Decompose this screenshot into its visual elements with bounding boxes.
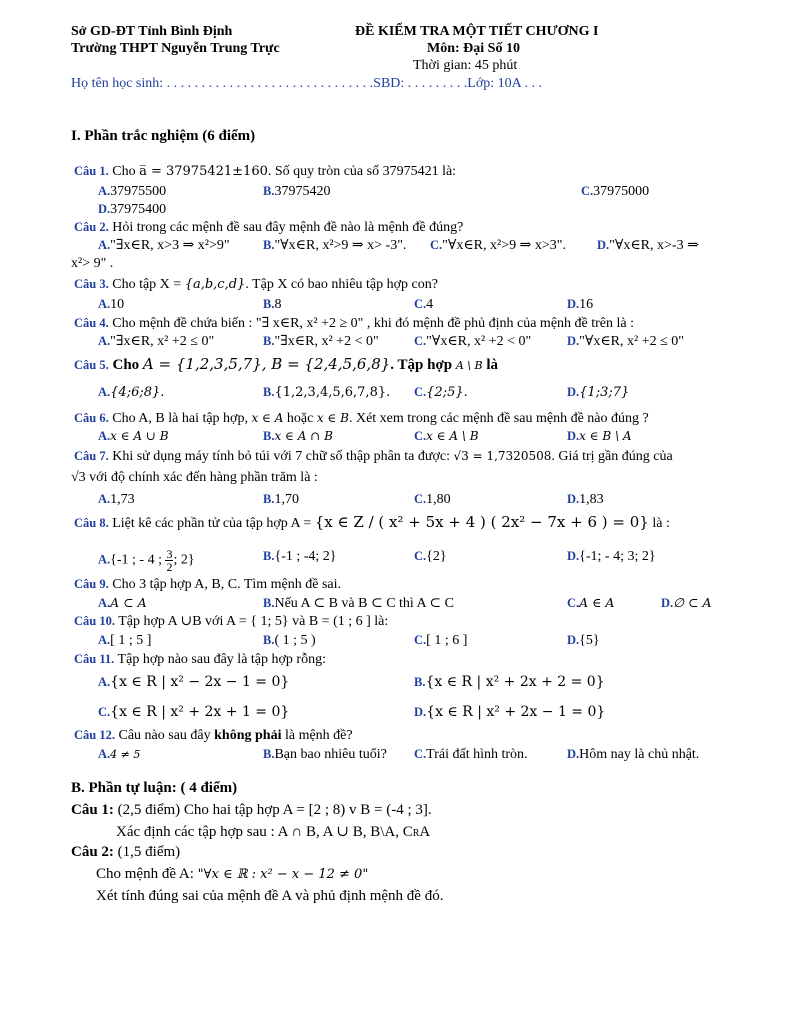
option-a[interactable]: A.10 bbox=[98, 297, 125, 312]
option-c[interactable]: C.{2;5}. bbox=[414, 385, 468, 400]
option-d[interactable]: D.16 bbox=[567, 297, 594, 312]
question-3: Câu 3. Cho tập X = {a,b,c,d}. Tập X có bao nhiêu tập hợp con? bbox=[74, 277, 438, 292]
option-c[interactable]: C.[ 1 ; 6 ] bbox=[414, 633, 468, 648]
formula: a̅ = 37975421±160 bbox=[139, 164, 268, 179]
option-d[interactable]: D.Hôm nay là chủ nhật. bbox=[567, 747, 700, 762]
question-10: Câu 10. Tập hợp A ∪B với A = { 1; 5} và B = (1 ; 6 ] là: bbox=[74, 614, 389, 629]
essay-question-1-task: Xác định các tập hợp sau : A ∩ B, A ∪ B, B\A, CRA bbox=[116, 824, 431, 840]
option-b[interactable]: B.( 1 ; 5 ) bbox=[263, 633, 316, 648]
option-a[interactable]: A."∃x∈R, x² +2 ≤ 0" bbox=[98, 334, 215, 349]
formula: A \ B bbox=[455, 359, 483, 372]
question-6: Câu 6. Cho A, B là hai tập hợp, x ∈ A hoặc x ∈ B. Xét xem trong các mệnh đề sau mệnh đề nào đúng ? bbox=[74, 411, 649, 426]
option-d[interactable]: D.∅ ⊂ A bbox=[661, 595, 712, 610]
question-label: Câu 11. bbox=[74, 652, 115, 666]
time-limit: Thời gian: 45 phút bbox=[413, 58, 518, 73]
formula: x ∈ A bbox=[251, 411, 284, 425]
question-label: Câu 5. bbox=[74, 358, 109, 372]
formula: x ∈ B bbox=[316, 411, 349, 425]
question-2: Câu 2. Hỏi trong các mệnh đề sau đây mệnh đề nào là mệnh đề đúng? bbox=[74, 220, 464, 235]
option-c[interactable]: C.{x ∈ R | x² + 2x + 1 = 0} bbox=[98, 704, 290, 720]
formula: {x ∈ Z / ( x² + 5x + 4 ) ( 2x² − 7x + 6 ) = 0} bbox=[314, 513, 649, 531]
option-c[interactable]: C.A ∈ A bbox=[567, 595, 615, 610]
subject: Môn: Đại Số 10 bbox=[427, 41, 520, 56]
fraction-denominator: 2 bbox=[166, 560, 173, 574]
exam-title: ĐỀ KIỂM TRA MỘT TIẾT CHƯƠNG I bbox=[355, 24, 599, 39]
option-d[interactable]: D.{1;3;7} bbox=[567, 385, 630, 400]
option-b[interactable]: B.x ∈ A ∩ B bbox=[263, 429, 333, 443]
fraction-numerator: 3 bbox=[166, 547, 173, 561]
option-a[interactable]: A.A ⊂ A bbox=[98, 595, 147, 610]
option-a[interactable]: A.{4;6;8}. bbox=[98, 385, 165, 400]
option-a[interactable]: A.[ 1 ; 5 ] bbox=[98, 633, 152, 648]
essay-question-2-statement: Cho mệnh đề A: "∀x ∈ ℝ : x² − x − 12 ≠ 0" bbox=[96, 866, 369, 882]
formula: A = {1,2,3,5,7}, B = {2,4,5,6,8} bbox=[142, 355, 391, 373]
option-a[interactable]: A."∃x∈R, x>3 ⇒ x²>9" bbox=[98, 238, 230, 253]
option-c[interactable]: C."∀x∈R, x²>9 ⇒ x>3". bbox=[430, 238, 566, 253]
question-8: Câu 8. Liệt kê các phần tử của tập hợp A = {x ∈ Z / ( x² + 5x + 4 ) ( 2x² − 7x + 6 ) = 0} là : bbox=[74, 513, 670, 531]
question-label: Câu 4. bbox=[74, 316, 109, 330]
part1-title: I. Phần trắc nghiệm (6 điểm) bbox=[71, 128, 256, 144]
question-label: Câu 2. bbox=[74, 220, 109, 234]
option-d[interactable]: D."∀x∈R, x>-3 ⇒ bbox=[597, 238, 699, 253]
question-label: Câu 3. bbox=[74, 277, 109, 291]
question-label: Câu 12. bbox=[74, 728, 115, 742]
question-1: Câu 1. Cho a̅ = 37975421±160. Số quy tròn của số 37975421 là: bbox=[74, 164, 457, 179]
option-b[interactable]: B."∃x∈R, x² +2 < 0" bbox=[263, 334, 379, 349]
option-b[interactable]: B.37975420 bbox=[263, 184, 331, 199]
question-4: Câu 4. Cho mệnh đề chứa biến : "∃ x∈R, x² +2 ≥ 0" , khi đó mệnh đề phủ định của mệnh đề trên là : bbox=[74, 316, 635, 331]
option-a[interactable]: A.1,73 bbox=[98, 492, 135, 507]
option-b[interactable]: B.Nếu A ⊂ B và B ⊂ C thì A ⊂ C bbox=[263, 596, 454, 611]
student-info-line: Họ tên học sinh: . . . . . . . . . . . . . . . . . . . . . . . . . . . . . .SBD: . . . . . . . . .Lớp: 10A . . . bbox=[71, 76, 542, 91]
question-12: Câu 12. Câu nào sau đây không phải là mệnh đề? bbox=[74, 728, 353, 743]
option-b[interactable]: B.Bạn bao nhiêu tuổi? bbox=[263, 747, 387, 762]
option-c[interactable]: C."∀x∈R, x² +2 < 0" bbox=[414, 334, 532, 349]
option-c[interactable]: C.1,80 bbox=[414, 492, 451, 507]
question-7-line2: √3 với độ chính xác đến hàng phần trăm là : bbox=[71, 470, 318, 485]
option-a[interactable]: A.{x ∈ R | x² − 2x − 1 = 0} bbox=[98, 674, 290, 690]
question-label: Câu 1: bbox=[71, 802, 114, 818]
option-c[interactable]: C.x ∈ A \ B bbox=[414, 429, 479, 443]
option-d[interactable]: D."∀x∈R, x² +2 ≤ 0" bbox=[567, 334, 685, 349]
question-11: Câu 11. Tập hợp nào sau đây là tập hợp rỗng: bbox=[74, 652, 326, 667]
formula: {a,b,c,d} bbox=[184, 277, 246, 292]
formula: √3 = 1,7320508 bbox=[453, 449, 552, 463]
option-d-continued: x²> 9" . bbox=[71, 256, 114, 271]
option-a[interactable]: A.37975500 bbox=[98, 184, 167, 199]
question-label: Câu 1. bbox=[74, 164, 109, 178]
option-b[interactable]: B.{-1 ; -4; 2} bbox=[263, 549, 337, 564]
option-a[interactable]: A.4 ≠ 5 bbox=[98, 747, 141, 761]
essay-question-2-task: Xét tính đúng sai của mệnh đề A và phủ định mệnh đề đó. bbox=[96, 888, 444, 904]
question-label: Câu 9. bbox=[74, 577, 109, 591]
option-c[interactable]: C.4 bbox=[414, 297, 434, 312]
question-label: Câu 8. bbox=[74, 516, 109, 530]
question-5: Câu 5. Cho A = {1,2,3,5,7}, B = {2,4,5,6,8}. Tập hợp A \ B là bbox=[74, 355, 499, 373]
question-9: Câu 9. Cho 3 tập hợp A, B, C. Tìm mệnh đề sai. bbox=[74, 577, 342, 592]
option-d[interactable]: D.{x ∈ R | x² + 2x − 1 = 0} bbox=[414, 704, 606, 720]
option-d[interactable]: D.x ∈ B \ A bbox=[567, 429, 632, 443]
option-d[interactable]: D.37975400 bbox=[98, 202, 167, 217]
option-b[interactable]: B.{x ∈ R | x² + 2x + 2 = 0} bbox=[414, 674, 605, 690]
option-b[interactable]: B."∀x∈R, x²>9 ⇒ x> -3". bbox=[263, 238, 407, 253]
essay-question-2: Câu 2: (1,5 điểm) bbox=[71, 844, 181, 860]
question-7: Câu 7. Khi sử dụng máy tính bỏ túi với 7 chữ số thập phân ta được: √3 = 1,7320508. Giá trị gần đúng của bbox=[74, 449, 673, 464]
question-label: Câu 6. bbox=[74, 411, 109, 425]
essay-question-1: Câu 1: (2,5 điểm) Cho hai tập hợp A = [2 ; 8) v B = (-4 ; 3]. bbox=[71, 802, 432, 818]
formula: "∀x ∈ ℝ : x² − x − 12 ≠ 0" bbox=[197, 867, 369, 882]
option-b[interactable]: B.8 bbox=[263, 297, 282, 312]
part2-title: B. Phần tự luận: ( 4 điểm) bbox=[71, 780, 238, 796]
question-label: Câu 10. bbox=[74, 614, 115, 628]
option-b[interactable]: B.{1,2,3,4,5,6,7,8}. bbox=[263, 385, 391, 400]
option-c[interactable]: C.{2} bbox=[414, 549, 447, 564]
option-b[interactable]: B.1,70 bbox=[263, 492, 299, 507]
question-label: Câu 2: bbox=[71, 844, 114, 860]
option-d[interactable]: D.{5} bbox=[567, 633, 600, 648]
option-d[interactable]: D.{-1; - 4; 3; 2} bbox=[567, 549, 656, 564]
question-label: Câu 7. bbox=[74, 449, 109, 463]
department-name: Sở GD-ĐT Tỉnh Bình Định bbox=[71, 24, 233, 39]
option-c[interactable]: C.Trái đất hình tròn. bbox=[414, 747, 528, 762]
option-a[interactable]: A.x ∈ A ∪ B bbox=[98, 429, 169, 443]
option-a[interactable]: A.{-1 ; - 4 ; $\frac{3}{2}$ ; 2} bbox=[98, 547, 195, 574]
option-c[interactable]: C.37975000 bbox=[581, 184, 650, 199]
option-d[interactable]: D.1,83 bbox=[567, 492, 604, 507]
school-name: Trường THPT Nguyễn Trung Trực bbox=[71, 41, 280, 56]
